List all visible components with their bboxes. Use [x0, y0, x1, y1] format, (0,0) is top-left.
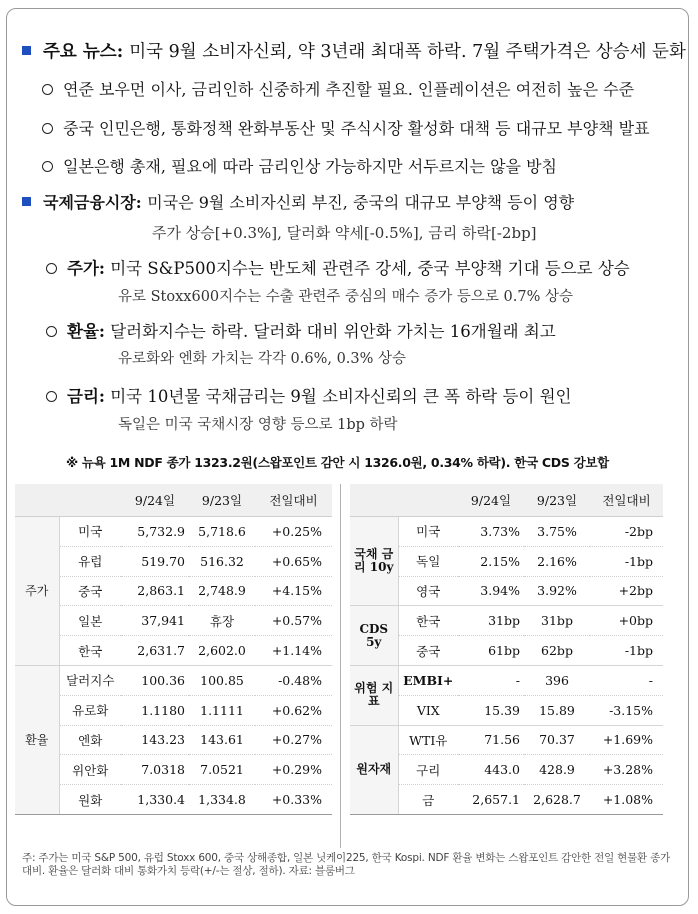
market-item-rates — [46, 383, 571, 407]
value-prev: 62bp — [524, 636, 590, 666]
value-prev: 5,718.6 — [189, 517, 255, 547]
table-row — [350, 665, 663, 695]
row-label: 원화 — [59, 785, 121, 815]
value-today: 15.39 — [458, 695, 524, 725]
value-change: +2bp — [590, 576, 663, 606]
circle-bullet-icon — [42, 161, 53, 172]
value-today: 2.15% — [458, 546, 524, 576]
row-label: 엔화 — [59, 725, 121, 755]
value-today: 443.0 — [458, 755, 524, 785]
value-today: 1.1180 — [121, 695, 189, 725]
table-row — [15, 665, 332, 695]
row-label: VIX — [398, 695, 458, 725]
table-row — [15, 785, 332, 815]
value-change: +1.08% — [590, 785, 663, 815]
value-today: 61bp — [458, 636, 524, 666]
col-header: 전일대비 — [255, 484, 332, 517]
value-prev: 2,628.7 — [524, 785, 590, 815]
news-item-text: 연준 보우먼 이사, 금리인하 신중하게 추진할 필요. 인플레이션은 여전히 높은 수준 — [63, 80, 635, 99]
row-label: 영국 — [398, 576, 458, 606]
value-prev: 15.89 — [524, 695, 590, 725]
table-corner — [59, 484, 121, 517]
value-change: +3.28% — [590, 755, 663, 785]
value-today: 37,941 — [121, 606, 189, 636]
value-change: +1.14% — [255, 636, 332, 666]
value-today: 2,631.7 — [121, 636, 189, 666]
value-prev: 31bp — [524, 606, 590, 636]
value-today: 3.94% — [458, 576, 524, 606]
news-heading-label: 주요 뉴스: — [43, 42, 124, 62]
table-corner — [398, 484, 458, 517]
value-change: +0.27% — [255, 725, 332, 755]
news-item-text: 중국 인민은행, 통화정책 완화부동산 및 주식시장 활성화 대책 등 대규모 부양책 발표 — [63, 119, 650, 138]
value-today: 31bp — [458, 606, 524, 636]
row-group-label: 국채 금리 10y — [350, 517, 398, 606]
footnote: 주: 주가는 미국 S&P 500, 유럽 Stoxx 600, 중국 상해종합, 일본 닛케이225, 한국 Kospi. NDF 환율 변화는 스왑포인트 감안한 전일 현물환 종가 대비. 환율은 달러화 대비 통화가치 등락(+/-는 절상, 절하). 자료: 블룸버그 — [22, 852, 671, 877]
row-label: WTI유 — [398, 725, 458, 755]
row-label: 독일 — [398, 546, 458, 576]
value-change: -2bp — [590, 517, 663, 547]
circle-bullet-icon — [46, 391, 57, 402]
value-change: +1.69% — [590, 725, 663, 755]
value-prev: 516.32 — [189, 546, 255, 576]
news-item — [42, 154, 557, 177]
col-header: 9/23일 — [524, 484, 590, 517]
value-prev: 3.92% — [524, 576, 590, 606]
market-item-head: 금리: — [67, 387, 105, 406]
table-row — [15, 695, 332, 725]
value-prev: 2.16% — [524, 546, 590, 576]
market-item-head: 주가: — [67, 259, 105, 278]
value-change: -1bp — [590, 636, 663, 666]
news-heading-text: 미국 9월 소비자신뢰, 약 3년래 최대폭 하락. 7월 주택가격은 상승세 둔화 — [129, 42, 686, 62]
table-row — [15, 517, 332, 547]
value-prev: 428.9 — [524, 755, 590, 785]
market-summary: 주가 상승[+0.3%], 달러화 약세[-0.5%], 금리 하락[-2bp] — [152, 224, 537, 242]
value-change: +0.65% — [255, 546, 332, 576]
row-label: EMBI+ — [398, 665, 458, 695]
value-prev: 1,334.8 — [189, 785, 255, 815]
value-prev: 396 — [524, 665, 590, 695]
market-item-text: 미국 S&P500지수는 반도체 관련주 강세, 중국 부양책 기대 등으로 상승 — [110, 259, 630, 278]
row-group-label: 위험 지표 — [350, 665, 398, 725]
ndf-note: ※ 뉴욕 1M NDF 종가 1323.2원(스왑포인트 감안 시 1326.0원, 0.34% 하락). 한국 CDS 강보합 — [66, 455, 609, 470]
row-label: 금 — [398, 785, 458, 815]
market-item-text: 달러화지수는 하락. 달러화 대비 위안화 가치는 16개월래 최고 — [110, 322, 556, 341]
value-prev: 70.37 — [524, 725, 590, 755]
value-today: 2,657.1 — [458, 785, 524, 815]
value-prev: 3.75% — [524, 517, 590, 547]
market-item-head: 환율: — [67, 322, 105, 341]
col-header: 9/23일 — [189, 484, 255, 517]
row-label: 달러지수 — [59, 665, 121, 695]
table-row — [15, 755, 332, 785]
value-today: 5,732.9 — [121, 517, 189, 547]
table-corner — [15, 484, 59, 517]
value-today: 71.56 — [458, 725, 524, 755]
row-label: 한국 — [59, 636, 121, 666]
value-today: 3.73% — [458, 517, 524, 547]
table-row — [350, 725, 663, 755]
table-divider — [340, 484, 341, 848]
value-change: +0.33% — [255, 785, 332, 815]
value-prev: 휴장 — [189, 606, 255, 636]
col-header: 9/24일 — [458, 484, 524, 517]
market-item-detail: 유로화와 엔화 가치는 각각 0.6%, 0.3% 상승 — [118, 351, 407, 367]
row-label: 위안화 — [59, 755, 121, 785]
square-bullet-icon — [22, 46, 31, 55]
market-item-detail: 유로 Stoxx600지수는 수출 관련주 중심의 매수 증가 등으로 0.7% 상승 — [118, 289, 573, 305]
value-today: 100.36 — [121, 665, 189, 695]
row-label: 미국 — [398, 517, 458, 547]
value-change: +0.57% — [255, 606, 332, 636]
value-today: 7.0318 — [121, 755, 189, 785]
market-item-detail: 독일은 미국 국채시장 영향 등으로 1bp 하락 — [118, 417, 398, 433]
right-market-table — [350, 484, 663, 815]
value-prev: 2,602.0 — [189, 636, 255, 666]
table-row — [350, 606, 663, 636]
row-label: 유럽 — [59, 546, 121, 576]
value-change: -0.48% — [255, 665, 332, 695]
table-row — [15, 576, 332, 606]
table-row — [15, 725, 332, 755]
value-change: +0.25% — [255, 517, 332, 547]
circle-bullet-icon — [42, 84, 53, 95]
value-today: 2,863.1 — [121, 576, 189, 606]
row-group-label: CDS 5y — [350, 606, 398, 666]
news-item-text: 일본은행 총재, 필요에 따라 금리인상 가능하지만 서두르지는 않을 방침 — [63, 157, 557, 176]
col-header: 9/24일 — [121, 484, 189, 517]
market-item-stocks — [46, 255, 630, 279]
market-heading-label: 국제금융시장: — [43, 193, 142, 212]
value-change: +0.29% — [255, 755, 332, 785]
value-change: +4.15% — [255, 576, 332, 606]
circle-bullet-icon — [42, 123, 53, 134]
market-item-fx — [46, 318, 556, 342]
market-item-text: 미국 10년물 국채금리는 9월 소비자신뢰의 큰 폭 하락 등이 원인 — [110, 387, 572, 406]
news-item — [42, 116, 650, 139]
table-row — [15, 636, 332, 666]
row-label: 유로화 — [59, 695, 121, 725]
row-label: 중국 — [59, 576, 121, 606]
row-group-label: 원자재 — [350, 725, 398, 814]
row-label: 중국 — [398, 636, 458, 666]
value-prev: 143.61 — [189, 725, 255, 755]
market-heading-text: 미국은 9월 소비자신뢰 부진, 중국의 대규모 부양책 등이 영향 — [147, 193, 575, 212]
value-change: +0.62% — [255, 695, 332, 725]
value-today: 1,330.4 — [121, 785, 189, 815]
col-header: 전일대비 — [590, 484, 663, 517]
table-row — [350, 517, 663, 547]
value-today: 519.70 — [121, 546, 189, 576]
table-row — [15, 606, 332, 636]
news-item — [42, 77, 634, 100]
circle-bullet-icon — [46, 263, 57, 274]
value-prev: 2,748.9 — [189, 576, 255, 606]
value-change: -1bp — [590, 546, 663, 576]
row-group-label: 환율 — [15, 665, 59, 814]
value-change: +0bp — [590, 606, 663, 636]
value-prev: 1.1111 — [189, 695, 255, 725]
row-group-label: 주가 — [15, 517, 59, 666]
market-heading — [22, 190, 574, 213]
value-change: - — [590, 665, 663, 695]
row-label: 구리 — [398, 755, 458, 785]
left-market-table — [15, 484, 332, 815]
row-label: 미국 — [59, 517, 121, 547]
value-prev: 7.0521 — [189, 755, 255, 785]
news-heading — [22, 38, 686, 63]
table-corner — [350, 484, 398, 517]
value-change: -3.15% — [590, 695, 663, 725]
table-row — [15, 546, 332, 576]
row-label: 일본 — [59, 606, 121, 636]
circle-bullet-icon — [46, 326, 57, 337]
row-label: 한국 — [398, 606, 458, 636]
value-today: 143.23 — [121, 725, 189, 755]
value-prev: 100.85 — [189, 665, 255, 695]
square-bullet-icon — [22, 197, 31, 206]
value-today: - — [458, 665, 524, 695]
